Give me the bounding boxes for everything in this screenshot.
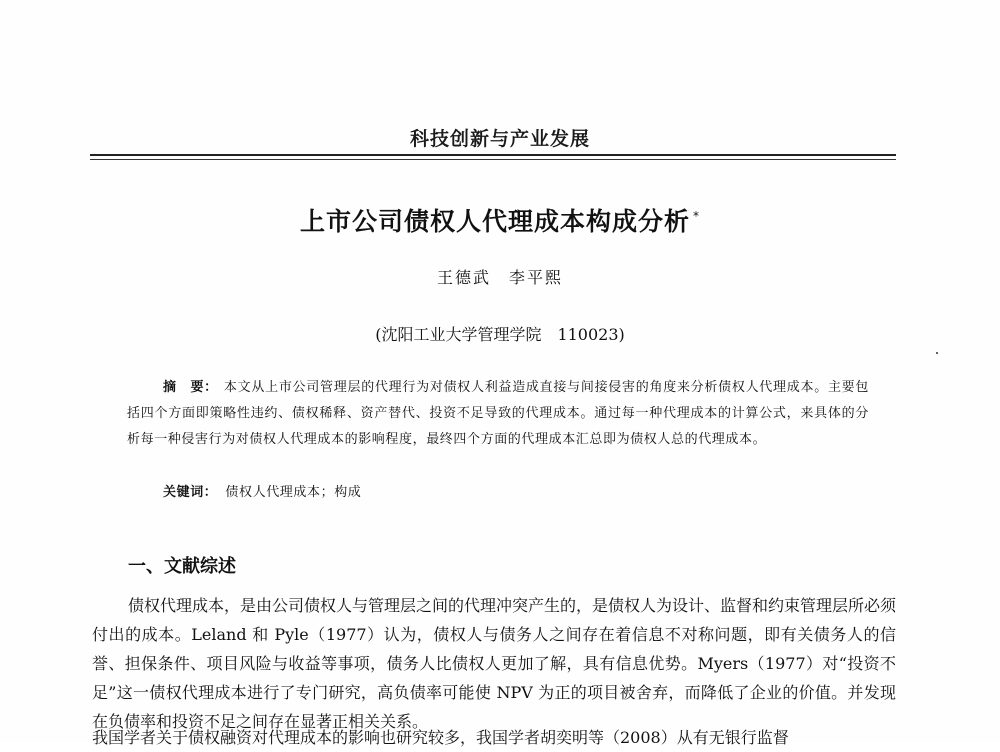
abstract-text: 本文从上市公司管理层的代理行为对债权人利益造成直接与间接侵害的角度来分析债权人代理成本。主要包括四个方面即策略性违约、债权稀释、资产替代、投资不足导致的代理成本。通过每一种代理成本的计算公式，来具体的分析每一种侵害行为对债权人代理成本的影响程度，最终四个方面的代理成本汇总即为债权人总的代理成本。: [127, 380, 870, 447]
header-rule-thin: [90, 159, 896, 160]
abstract: [127, 375, 869, 453]
paper-title: [0, 202, 1000, 238]
keywords-text: 债权人代理成本；构成: [225, 485, 362, 500]
abstract-label: 摘 要：: [163, 380, 218, 395]
body-next-line-text: 我国学者关于债权融资对代理成本的影响也研究较多，我国学者胡奕明等（2008）从有无银行监督: [92, 728, 789, 747]
body-paragraph: 债权代理成本，是由公司债权人与管理层之间的代理冲突产生的，是债权人为设计、监督和约束管理层所必须付出的成本。Leland 和 Pyle（1977）认为，债权人与债务人之间存在着信息不对称问题，即有关债务人的信誉、担保条件、项目风险与收益等事项，债务人比债权人更加了解，具有信息优势。Myers（1977）对“投资不足”这一债权代理成本进行了专门研究，高负债率可能使 NPV 为正的项目被舍弃，而降低了企业的价值。并发现在负债率和投资不足之间存在显著正相关关系。: [92, 596, 897, 731]
scan-speck: [936, 352, 938, 354]
section-heading-literature-review: 一、文献综述: [128, 556, 236, 577]
keywords-label: 关键词：: [163, 485, 218, 500]
header-rule-thick: [90, 154, 896, 156]
keywords: [163, 481, 361, 500]
journal-section-header: 科技创新与产业发展: [409, 128, 590, 150]
paper-title-text: 上市公司债权人代理成本构成分析: [299, 207, 690, 236]
body-next-line-clipped: [92, 728, 896, 747]
paper-affiliation: (沈阳工业大学管理学院 110023): [375, 325, 625, 344]
paper-authors: 王德武 李平熙: [436, 268, 563, 287]
title-footnote-mark: *: [693, 209, 700, 223]
